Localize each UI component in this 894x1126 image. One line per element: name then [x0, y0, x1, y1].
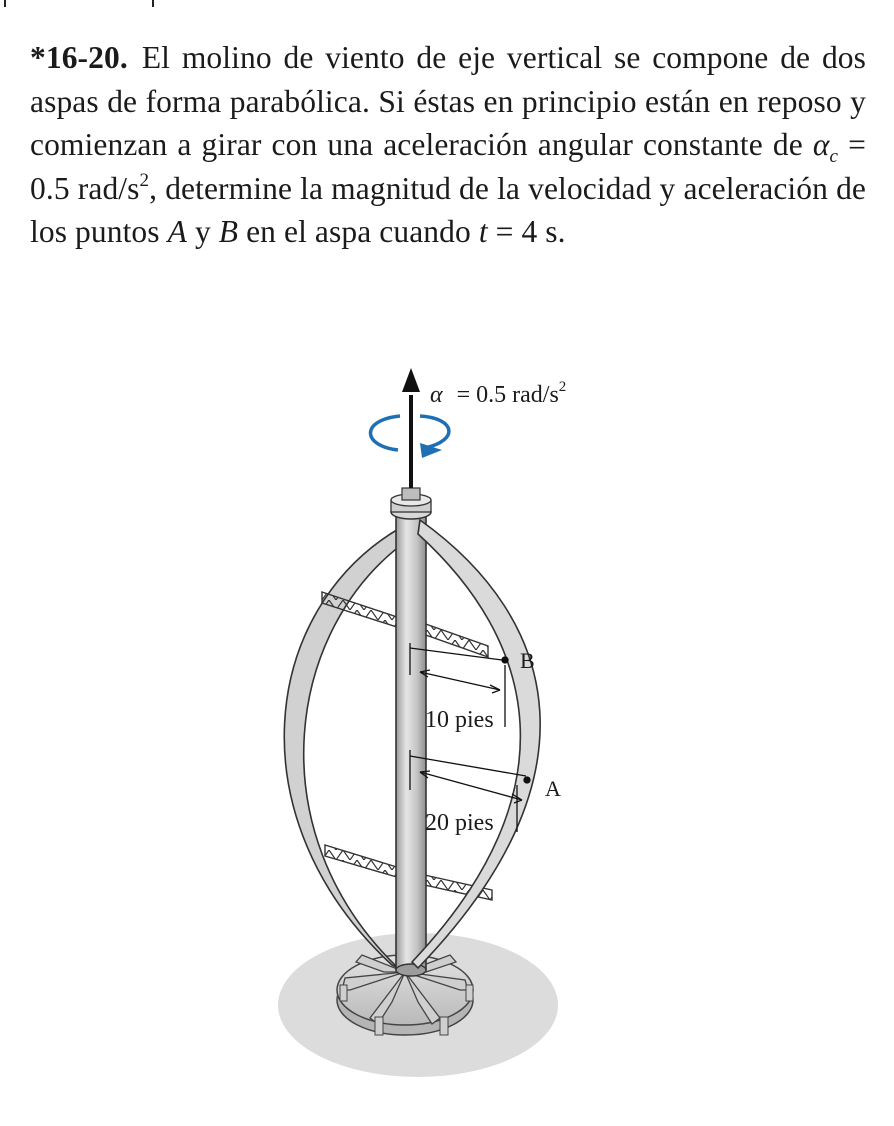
- rotation-axis: [402, 368, 420, 488]
- alpha-value: = 0.5 rad/s: [30, 127, 866, 206]
- problem-statement: [30, 36, 866, 254]
- label-a: A: [545, 776, 561, 801]
- hub: [391, 488, 431, 519]
- alpha-symbol: α: [812, 127, 830, 163]
- fig-alpha-value: = 0.5 rad/s: [456, 382, 559, 408]
- dim-label-10-pies: 10 pies: [425, 707, 494, 733]
- problem-text-part-3: y: [186, 214, 219, 250]
- problem-number: *16-20.: [30, 40, 128, 75]
- point-a-ref: A: [167, 214, 187, 250]
- left-blade: [284, 528, 408, 968]
- problem-text-part-1: El molino de viento de eje vertical se compone de dos aspas de forma parabólica. Si éstas en principio están en reposo y comienzan a girar con una aceleración angular constante de: [30, 40, 866, 163]
- fig-alpha-exp: 2: [558, 379, 567, 395]
- vertical-shaft: [396, 510, 426, 976]
- problem-text-part-4: en el aspa cuando: [238, 214, 479, 250]
- windmill-figure: [0, 350, 894, 1126]
- time-variable: t: [478, 214, 488, 250]
- alpha-subscript: c: [829, 146, 839, 168]
- cropped-text-remnant: [0, 0, 894, 8]
- fig-alpha-label: [430, 379, 566, 408]
- problem-text-part-2: , determine la magnitud de la velocidad y aceleración de los puntos: [30, 170, 867, 250]
- alpha-exponent: 2: [139, 169, 150, 191]
- windmill-diagram: [0, 350, 894, 1126]
- axis-arrowhead-icon: [402, 368, 420, 392]
- fig-alpha-symbol: α: [430, 382, 443, 408]
- time-value: = 4 s.: [487, 214, 566, 250]
- point-b-ref: B: [218, 214, 239, 250]
- dim-label-20-pies: 20 pies: [425, 810, 494, 836]
- right-blade: [412, 520, 540, 968]
- label-b: B: [520, 648, 535, 673]
